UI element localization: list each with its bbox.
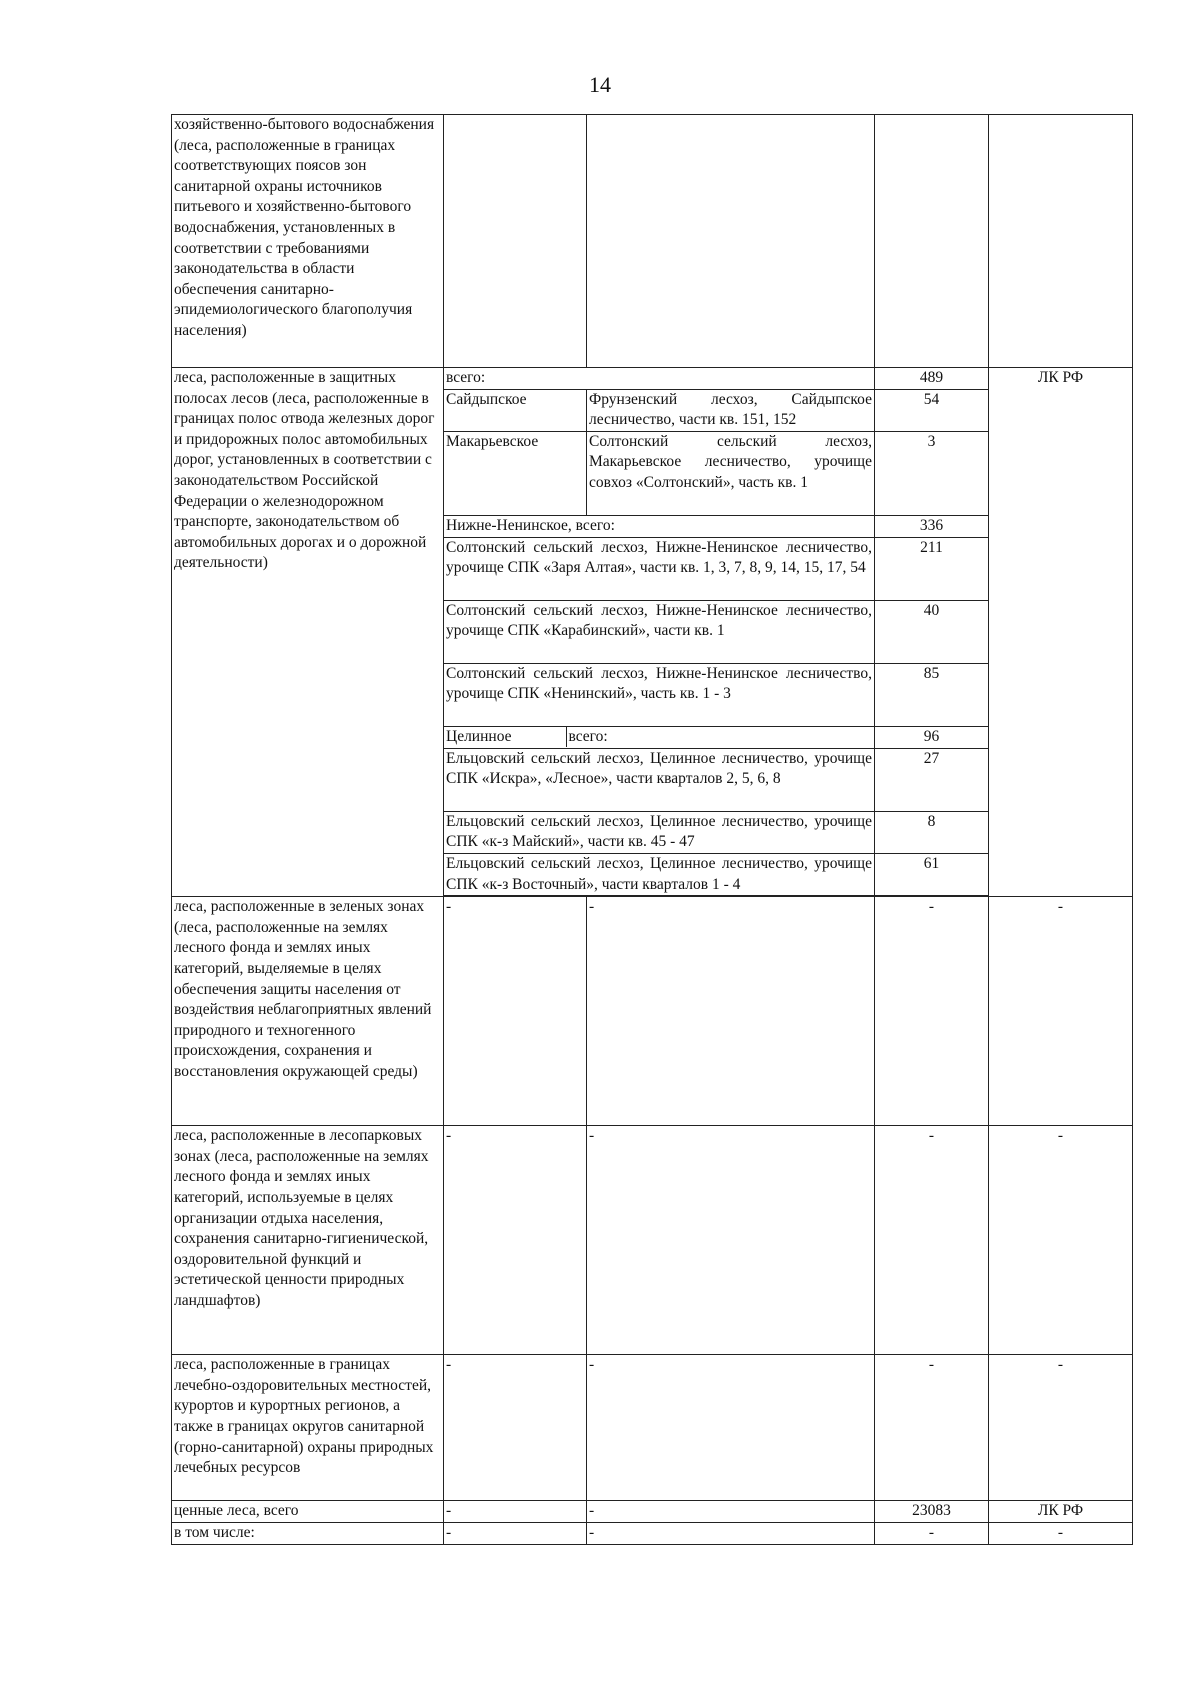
forest-table (171, 114, 1133, 1545)
table-row (172, 897, 1133, 1126)
forestry-name: Целинное (446, 727, 512, 745)
dash-cell: - (587, 897, 875, 1126)
page-number: 14 (589, 72, 611, 97)
area-value: 3 (875, 431, 989, 515)
area-value: 85 (875, 663, 989, 726)
area-value: 336 (875, 515, 989, 537)
area-value: 96 (875, 726, 989, 748)
dash-cell: - (875, 897, 989, 1126)
location-desc: Солтонский сельский лесхоз, Макарьевское лесничество, урочище совхоз «Солтонский», часть кв. 1 (587, 431, 875, 515)
location-desc: Ельцовский сельский лесхоз, Целинное лесничество, урочище СПК «к-з Восточный», части кварталов 1 - 4 (444, 853, 875, 895)
location-desc: Солтонский сельский лесхоз, Нижне-Ненинское лесничество, урочище СПК «Карабинский», части кв. 1 (444, 600, 875, 663)
dash-cell: - (989, 1126, 1133, 1355)
subtotal-label: всего: (566, 727, 874, 748)
dash-cell: - (875, 1523, 989, 1545)
empty-cell (444, 115, 587, 368)
row-category-cell: леса, расположенные в лесопарковых зонах (леса, расположенные на землях лесного фонда и землях иных категорий, используемые в целях организации отдыха населения, сохранения санитарно-гигиенической, оздоровительной функций и эстетической ценности природных ландшафтов) (172, 1126, 444, 1355)
row-category-cell: леса, расположенные в зеленых зонах (леса, расположенные на землях лесного фонда и землях иных категорий, выделяемые в целях обеспечения защиты населения от воздействия неблагоприятных явлений природного и техногенного происхождения, сохранения и восстановления окружающей среды) (172, 897, 444, 1126)
table-row (172, 368, 1133, 390)
table-row (172, 115, 1133, 368)
dash-cell: - (989, 1523, 1133, 1545)
empty-cell (875, 115, 989, 368)
location-desc: Фрунзенский лесхоз, Сайдыпское лесничество, части кв. 151, 152 (587, 389, 875, 431)
dash-cell: - (444, 1523, 587, 1545)
location-desc: Солтонский сельский лесхоз, Нижне-Ненинское лесничество, урочище СПК «Ненинский», часть кв. 1 - 3 (444, 663, 875, 726)
area-value: 54 (875, 389, 989, 431)
dash-cell: - (444, 1126, 587, 1355)
area-value: 40 (875, 600, 989, 663)
row-category-cell: леса, расположенные в защитных полосах лесов (леса, расположенные в границах полос отвода железных дорог и придорожных полос автомобильных дорог, установленных в соответствии с законодательством Российской Федерации о железнодорожном транспорте, законодательством об автомобильных дорогах и о дорожной деятельности) (172, 368, 444, 897)
dash-cell: - (444, 897, 587, 1126)
forestry-name: Сайдыпское (444, 389, 587, 431)
table-row (172, 1355, 1133, 1501)
row-category-cell: леса, расположенные в границах лечебно-оздоровительных местностей, курортов и курортных регионов, а также в границах округов санитарной (горно-санитарной) охраны природных лечебных ресурсов (172, 1355, 444, 1501)
row-category-cell: в том числе: (172, 1523, 444, 1545)
legal-basis: ЛК РФ (989, 1501, 1133, 1523)
total-label: всего: (444, 368, 875, 390)
area-value: 489 (875, 368, 989, 390)
forestry-name: Макарьевское (444, 431, 587, 515)
dash-cell: - (444, 1355, 587, 1501)
dash-cell: - (587, 1355, 875, 1501)
dash-cell: - (587, 1523, 875, 1545)
table-row (172, 1501, 1133, 1523)
dash-cell: - (587, 1501, 875, 1523)
legal-basis: ЛК РФ (989, 368, 1133, 897)
subtotal-cell (444, 726, 875, 748)
empty-cell (587, 115, 875, 368)
dash-cell: - (989, 1355, 1133, 1501)
dash-cell: - (444, 1501, 587, 1523)
table-row (172, 1126, 1133, 1355)
area-value: 8 (875, 811, 989, 853)
row-category-cell: ценные леса, всего (172, 1501, 444, 1523)
dash-cell: - (875, 1355, 989, 1501)
area-value: 27 (875, 748, 989, 811)
location-desc: Солтонский сельский лесхоз, Нижне-Ненинское лесничество, урочище СПК «Заря Алтая», части кв. 1, 3, 7, 8, 9, 14, 15, 17, 54 (444, 537, 875, 600)
area-value: 211 (875, 537, 989, 600)
area-value: 61 (875, 853, 989, 895)
dash-cell: - (989, 897, 1133, 1126)
empty-cell (989, 115, 1133, 368)
location-desc: Ельцовский сельский лесхоз, Целинное лесничество, урочище СПК «Искра», «Лесное», части кварталов 2, 5, 6, 8 (444, 748, 875, 811)
table-row (172, 1523, 1133, 1545)
subtotal-split (444, 727, 874, 748)
area-value: 23083 (875, 1501, 989, 1523)
row-category-cell: хозяйственно-бытового водоснабжения (леса, расположенные в границах соответствующих поясов зон санитарной охраны источников питьевого и хозяйственно-бытового водоснабжения, установленных в соответствии с требованиями законодательства в области обеспечения санитарно-эпидемиологического благополучия населения) (172, 115, 444, 368)
dash-cell: - (875, 1126, 989, 1355)
dash-cell: - (587, 1126, 875, 1355)
subtotal-label: Нижне-Ненинское, всего: (444, 515, 875, 537)
location-desc: Ельцовский сельский лесхоз, Целинное лесничество, урочище СПК «к-з Майский», части кв. 45 - 47 (444, 811, 875, 853)
